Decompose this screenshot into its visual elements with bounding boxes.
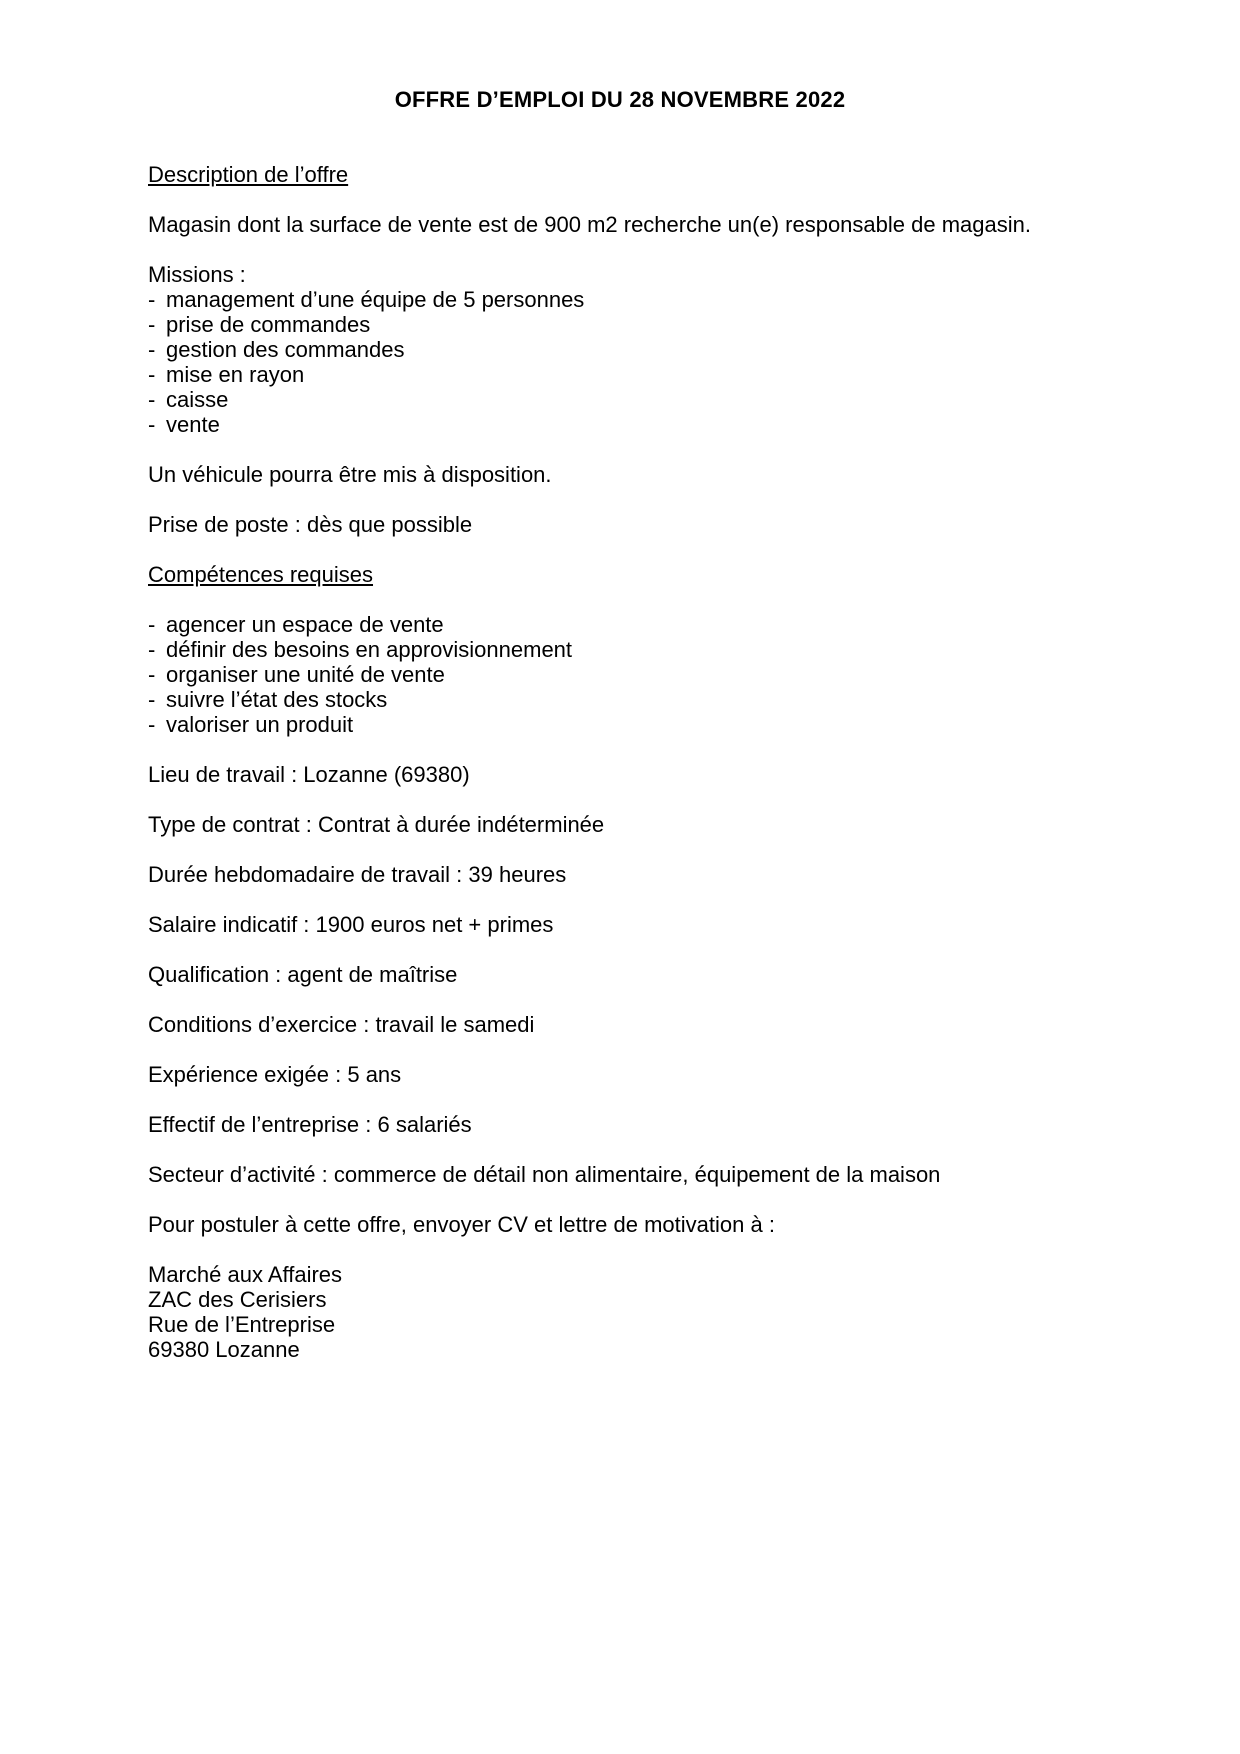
dash: - [148, 287, 156, 312]
list-item [148, 662, 1148, 687]
list-item-text: mise en rayon [166, 362, 305, 387]
list-item-text: valoriser un produit [166, 712, 354, 737]
list-item [148, 612, 1148, 637]
list-item [148, 287, 1148, 312]
dash: - [148, 337, 156, 362]
list-item [148, 712, 1148, 737]
start-paragraph: Prise de poste : dès que possible [148, 512, 473, 537]
missions-label: Missions : [148, 262, 246, 287]
document-body [148, 162, 1148, 1362]
work-conditions: Conditions d’exercice : travail le samedi [148, 1012, 535, 1037]
dash: - [148, 662, 156, 687]
list-item-text: management d’une équipe de 5 personnes [166, 287, 585, 312]
skills-heading: Compétences requises [148, 562, 374, 587]
qualification: Qualification : agent de maîtrise [148, 962, 458, 987]
address-line: Rue de l’Entreprise [148, 1312, 336, 1337]
list-item-text: suivre l’état des stocks [166, 687, 388, 712]
address-line: ZAC des Cerisiers [148, 1287, 327, 1312]
business-sector: Secteur d’activité : commerce de détail non alimentaire, équipement de la maison [148, 1162, 941, 1187]
list-item [148, 637, 1148, 662]
experience-required: Expérience exigée : 5 ans [148, 1062, 402, 1087]
list-item [148, 412, 1148, 437]
vehicle-paragraph: Un véhicule pourra être mis à disposition. [148, 462, 552, 487]
dash: - [148, 387, 156, 412]
list-item-text: caisse [166, 387, 229, 412]
address-line: Marché aux Affaires [148, 1262, 343, 1287]
dash: - [148, 687, 156, 712]
salary: Salaire indicatif : 1900 euros net + primes [148, 912, 554, 937]
list-item [148, 337, 1148, 362]
company-size: Effectif de l’entreprise : 6 salariés [148, 1112, 472, 1137]
dash: - [148, 612, 156, 637]
missions-list [148, 287, 1148, 437]
dash: - [148, 712, 156, 737]
list-item-text: prise de commandes [166, 312, 371, 337]
skills-list [148, 612, 1148, 737]
contract-type: Type de contrat : Contrat à durée indéterminée [148, 812, 605, 837]
address-line: 69380 Lozanne [148, 1337, 300, 1362]
document-title: OFFRE D’EMPLOI DU 28 NOVEMBRE 2022 [394, 87, 846, 112]
list-item-text: agencer un espace de vente [166, 612, 444, 637]
list-item-text: gestion des commandes [166, 337, 405, 362]
list-item-text: organiser une unité de vente [166, 662, 445, 687]
list-item [148, 687, 1148, 712]
list-item-text: vente [166, 412, 220, 437]
intro-paragraph: Magasin dont la surface de vente est de 900 m2 recherche un(e) responsable de magasin. [148, 212, 1031, 237]
list-item [148, 312, 1148, 337]
dash: - [148, 412, 156, 437]
dash: - [148, 312, 156, 337]
description-heading: Description de l’offre [148, 162, 349, 187]
list-item [148, 387, 1148, 412]
dash: - [148, 362, 156, 387]
weekly-hours: Durée hebdomadaire de travail : 39 heures [148, 862, 567, 887]
work-location: Lieu de travail : Lozanne (69380) [148, 762, 470, 787]
apply-instructions: Pour postuler à cette offre, envoyer CV et lettre de motivation à : [148, 1212, 775, 1237]
postal-address [148, 1262, 1148, 1362]
list-item-text: définir des besoins en approvisionnement [166, 637, 573, 662]
list-item [148, 362, 1148, 387]
dash: - [148, 637, 156, 662]
